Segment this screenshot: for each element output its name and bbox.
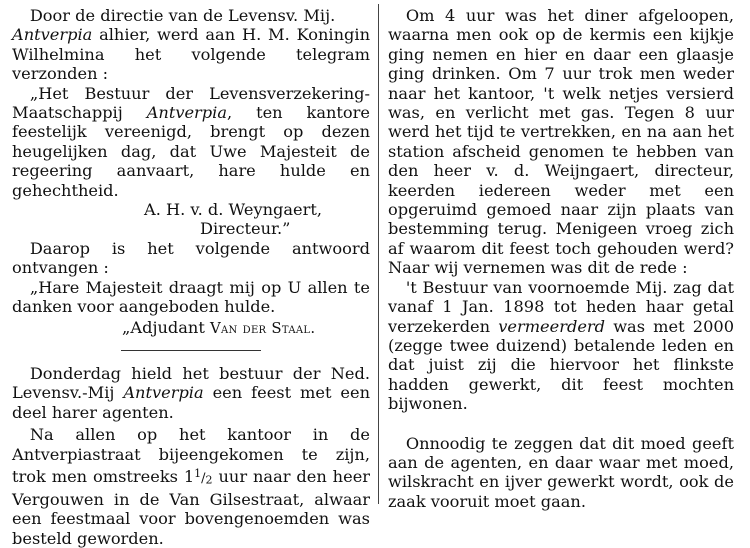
section-rule xyxy=(121,350,261,351)
gathering-paragraph: Na allen op het kantoor in de Antverpiastraat bijeengekomen te zijn, trok men omstreeks $1^1/_2$ uur naar den heer Vergouwen in de Van Gilsestraat, alwaar een feestmaal voor bovengenoemden was besteld geworden. xyxy=(12,425,371,548)
telegram-text: „Het Bestuur der Levensverzekering-Maatschappij Antverpia, ten kantore feestelijk vereenigd, brengt op dezen heugelijken dag, dat Uwe Majesteit de regeering aanvaart, hare hulde en gehechtheid. xyxy=(12,83,370,200)
intro-paragraph: Door de directie van de Levensv. Mij. Antverpia alhier, werd aan H. M. Koningin Wilhelmina het volgende telegram verzonden : xyxy=(12,6,370,84)
dinner-paragraph: Om 4 uur was het diner afgeloopen, waarna men ook op de kermis een kijkje ging nemen en hier en daar een glaasje ging drinken. Om 7 uur trok men weder naar het kantoor, 't welk netjes versierd was, en verlicht met gas. Tegen 8 uur werd het tijd te vertrekken, en na aan het station afscheid genomen te hebben van den heer v. d. Weijngaert, directeur, keerden iedereen weder met een opgeruimd gemoed naar zijn plaats van bestemming terug. Menigeen vroeg zich af waarom dit feest toch gehouden werd? Naar wij vernemen was dit de rede : xyxy=(388,6,734,278)
signature-name: A. H. v. d. Weyngaert, xyxy=(144,200,323,220)
closing-paragraph: Onnoodig te zeggen dat dit moed geeft aan de agenten, en daar waar met moed, wilskracht en ijver gewerkt wordt, ook de zaak vooruit moet gaan. xyxy=(388,433,734,511)
adjudant-signature: „Adjudant Van der Staal. xyxy=(122,317,316,337)
board-paragraph: 't Bestuur van voornoemde Mij. zag dat vanaf 1 Jan. 1898 tot heden haar getal verzekerden vermeerderd was met 2000 (zegge twee duizend) betalende leden en dat juist zij die hiervoor het flinkste hadden gewerkt, dit feest mochten bijwonen. xyxy=(388,277,734,414)
left-column xyxy=(12,6,370,548)
feast-paragraph: Donderdag hield het bestuur der Ned. Levensv.-Mij Antverpia een feest met een deel harer agenten. xyxy=(12,363,371,422)
fraction: $^1/_2$ xyxy=(194,466,213,487)
reply-text: „Hare Majesteit draagt mij op U allen te danken voor aangeboden hulde. xyxy=(12,277,370,317)
reply-intro: Daarop is het volgende antwoord ontvangen : xyxy=(12,238,370,278)
column-divider xyxy=(378,4,379,504)
signature-title: Directeur.” xyxy=(200,219,291,239)
right-column xyxy=(388,6,734,511)
